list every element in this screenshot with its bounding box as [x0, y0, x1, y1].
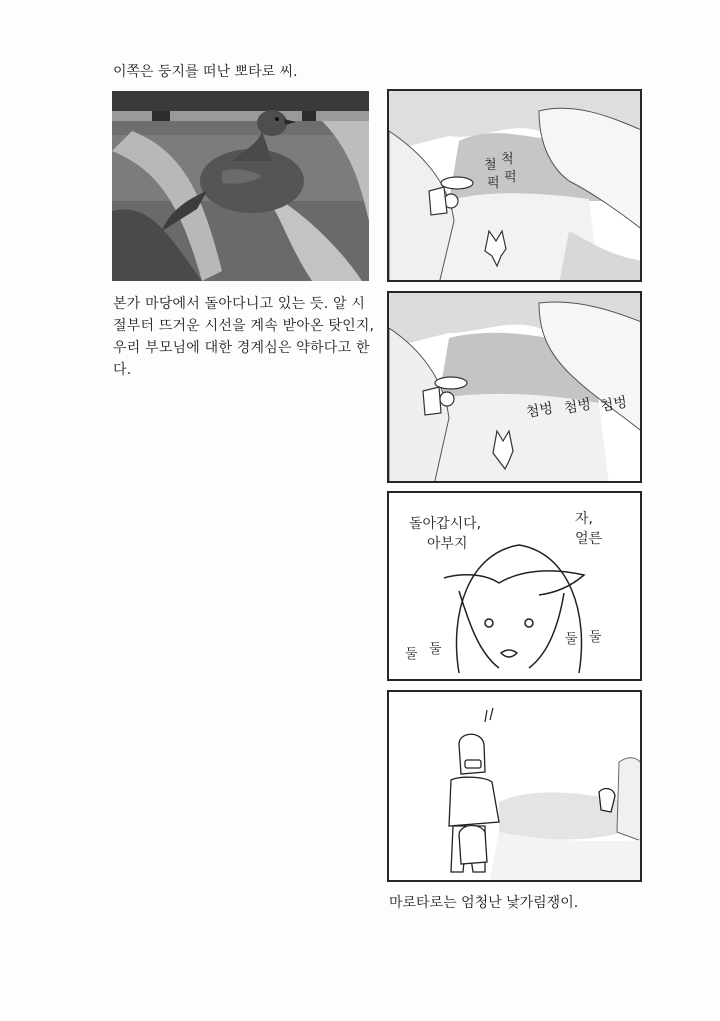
sfx-step-left-1: 둘 [405, 647, 418, 662]
sfx-step-left-2: 둘 [429, 642, 442, 657]
sfx-splash-2: 척 [501, 152, 514, 167]
sfx-step-right-1: 둘 [565, 632, 578, 647]
sfx-splash-1: 철 [484, 158, 497, 173]
sfx-splash-c: 첨벙 [598, 394, 629, 415]
comic-panel-4 [387, 690, 642, 882]
speech-right-line-2: 얼른 [575, 531, 603, 547]
caption-middle: 본가 마당에서 돌아다니고 있는 듯. 알 시절부터 뜨거운 시선을 계속 받아온 탓인지, 우리 부모님에 대한 경계심은 약하다고 한다. [113, 296, 375, 378]
caption-top: 이쪽은 둥지를 떠난 뽀타로 씨. [113, 64, 298, 80]
speech-right-line-1: 자, [575, 511, 593, 527]
speech-left-line-2: 아부지 [427, 536, 468, 552]
sfx-splash-a: 첨벙 [524, 400, 555, 421]
comic-panel-1 [387, 89, 642, 282]
comic-panel-2 [387, 291, 642, 483]
sfx-step-right-2: 둘 [589, 630, 602, 645]
sfx-splash-4: 퍽 [504, 170, 517, 185]
sfx-splash-3: 퍽 [487, 176, 500, 191]
caption-bottom: 마로타로는 엄청난 낯가림쟁이. [389, 895, 579, 911]
speech-left-line-1: 돌아갑시다, [409, 516, 482, 532]
comic-panel-3 [387, 491, 642, 681]
dove-photo [112, 91, 369, 281]
sfx-splash-b: 첨벙 [562, 396, 593, 417]
